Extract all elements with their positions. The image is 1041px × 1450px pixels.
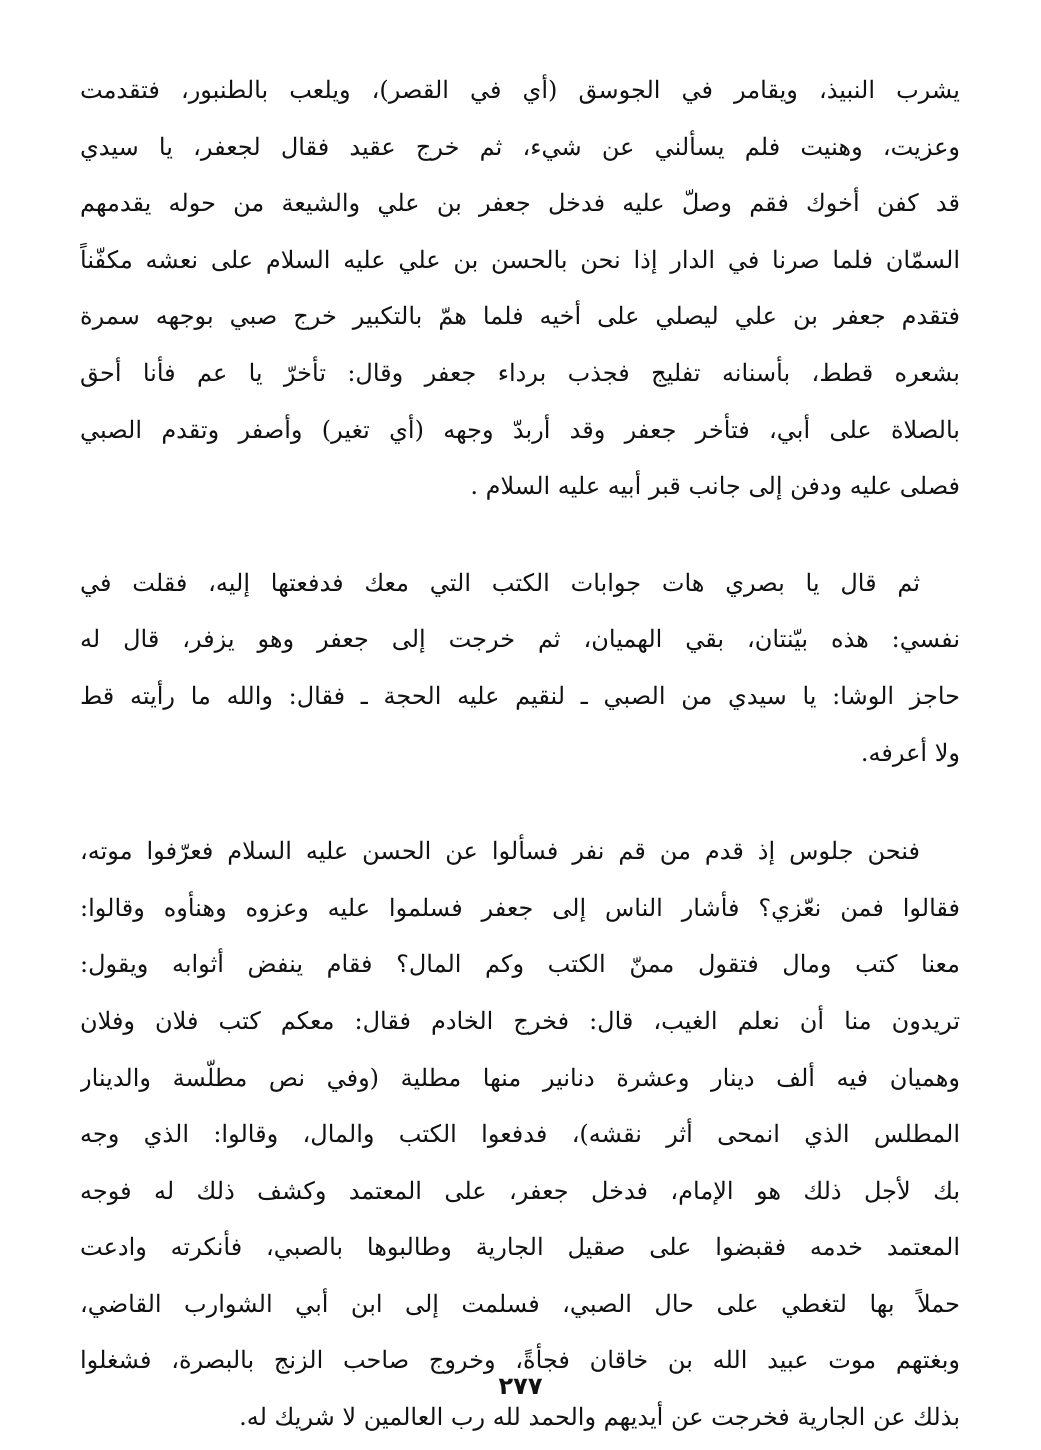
text-line: بشعره قطط، بأسنانه تفليج فجذب برداء جعفر وقال: تأخرّ يا عم فأنا أحق <box>80 358 960 387</box>
text-line: وعزيت، وهنيت فلم يسألني عن شيء، ثم خرج عقيد فقال لجعفر، يا سيدي <box>80 132 960 161</box>
text-line: تريدون منا أن نعلم الغيب، قال: فخرج الخادم فقال: معكم كتب فلان وفلان <box>80 1006 960 1035</box>
text-line: فقالوا فمن نعّزي؟ فأشار الناس إلى جعفر فسلموا عليه وعزوه وهنأوه وقالوا: <box>80 893 960 922</box>
text-line: السمّان فلما صرنا في الدار إذا نحن بالحسن بن علي عليه السلام على نعشه مكفّناً <box>80 245 960 274</box>
text-line: حملاً بها لتغطي على حال الصبي، فسلمت إلى ابن أبي الشوارب القاضي، <box>80 1289 960 1318</box>
paragraph-3 <box>80 823 960 1446</box>
text-line: وهميان فيه ألف دينار وعشرة دنانير منها مطلية (وفي نص مطلّسة والدينار <box>80 1063 960 1092</box>
paragraph-1 <box>80 62 960 515</box>
text-line: فصلى عليه ودفن إلى جانب قبر أبيه عليه السلام . <box>470 472 960 501</box>
text-line: بالصلاة على أبي، فتأخر جعفر وقد أربدّ وجهه (أي تغير) وأصفر وتقدم الصبي <box>80 415 960 444</box>
text-line: وبغتهم موت عبيد الله بن خاقان فجأةً، وخروج صاحب الزنج بالبصرة، فشغلوا <box>80 1346 960 1375</box>
text-line: فتقدم جعفر بن علي ليصلي على أخيه فلما همّ بالتكبير خرج صبي بوجهه سمرة <box>80 302 960 331</box>
text-line: بك لأجل ذلك هو الإمام، فدخل جعفر، على المعتمد وكشف ذلك له فوجه <box>80 1176 960 1205</box>
paragraph-2 <box>80 555 960 781</box>
text-line: المعتمد خدمه فقبضوا على صقيل الجارية وطالبوها بالصبي، فأنكرته وادعت <box>80 1233 960 1262</box>
text-line: معنا كتب ومال فتقول ممنّ الكتب وكم المال؟ فقام ينفض أثوابه ويقول: <box>80 950 960 979</box>
page-body <box>80 62 960 1446</box>
text-line: نفسي: هذه بيّنتان، بقي الهميان، ثم خرجت إلى جعفر وهو يزفر، قال له <box>80 625 960 654</box>
paragraph-spacer <box>80 515 960 555</box>
text-line: يشرب النبيذ، ويقامر في الجوسق (أي في القصر)، ويلعب بالطنبور، فتقدمت <box>80 76 960 104</box>
text-line: بذلك عن الجارية فخرجت عن أيديهم والحمد لله رب العالمين لا شريك له. <box>239 1403 960 1432</box>
text-line: المطلس الذي انمحى أثر نقشه)، فدفعوا الكتب والمال، وقالوا: الذي وجه <box>80 1120 960 1149</box>
text-line: حاجز الوشا: يا سيدي من الصبي ـ لنقيم عليه الحجة ـ فقال: والله ما رأيته قط <box>80 681 960 710</box>
text-line: قد كفن أخوك فقم وصلّ عليه فدخل جعفر بن علي والشيعة من حوله يقدمهم <box>80 189 960 218</box>
text-line: ولا أعرفه. <box>860 738 960 767</box>
paragraph-spacer <box>80 781 960 823</box>
text-line: فنحن جلوس إذ قدم من قم نفر فسألوا عن الحسن عليه السلام فعرّفوا موته، <box>80 837 920 866</box>
page-number: ٢٧٧ <box>498 1372 543 1400</box>
text-line: ثم قال يا بصري هات جوابات الكتب التي معك فدفعتها إليه، فقلت في <box>80 568 920 597</box>
